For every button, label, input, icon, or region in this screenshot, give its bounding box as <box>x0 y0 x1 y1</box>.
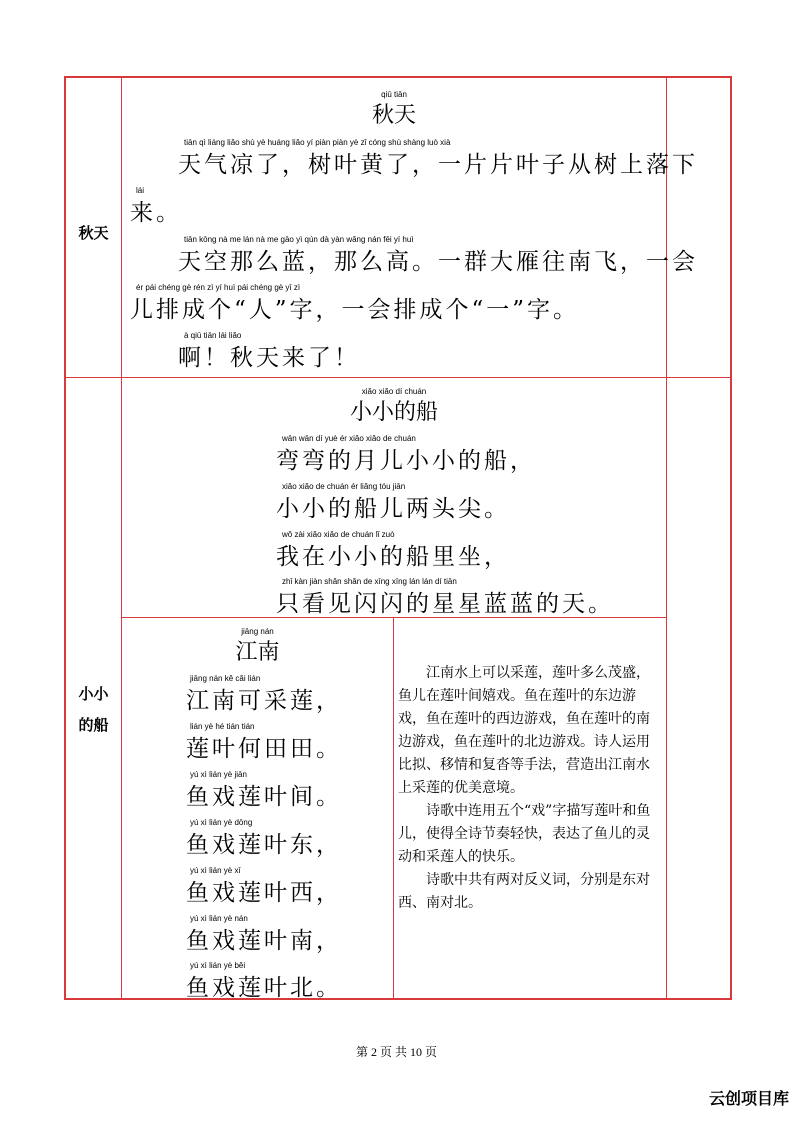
poem-line: 鱼戏莲叶西， <box>186 880 342 906</box>
poem-line: 只看见闪闪的星星蓝蓝的天。 <box>276 591 614 617</box>
line-pinyin: yú xì lián yè xī <box>190 866 241 875</box>
poem-xiaoxiao <box>122 378 666 616</box>
poem-title: 小小的船 <box>349 400 438 425</box>
page-footer: 第 2 页 共 10 页 <box>355 1045 437 1059</box>
line-pinyin: wān wān dí yuè ér xiǎo xiǎo de chuán <box>282 434 416 443</box>
line-pinyin: à qiū tiān lái liǎo <box>184 331 242 340</box>
poem-title-pinyin: jiāng nán <box>241 627 274 636</box>
explanation-block <box>398 662 662 915</box>
line-pinyin: lián yè hé tián tián <box>190 722 255 731</box>
poem-title-pinyin: qiū tiān <box>381 90 407 99</box>
explanation-paragraph: 诗歌中连用五个“戏”字描写莲叶和鱼儿，使得全诗节奏轻快，表达了鱼儿的灵动和采莲人的快乐。 <box>398 803 651 865</box>
row-label-xiaoxiao-line1: 小小 <box>78 685 109 703</box>
watermark-brand: 云创项目库 <box>708 1089 789 1108</box>
poem-line: 鱼戏莲叶间。 <box>186 784 342 810</box>
explanation-paragraph: 江南水上可以采莲，莲叶多么茂盛，鱼儿在莲叶间嬉戏。鱼在莲叶的东边游戏，鱼在莲叶的西边游戏，鱼在莲叶的南边游戏，鱼在莲叶的北边游戏。诗人运用比拟、移情和复沓等手法，营造出江南水上采莲的优美意境。 <box>398 665 650 796</box>
line-pinyin: tiān kōng nà me lán nà me gāo yì qún dà yàn wǎng nán fēi yí huì <box>184 235 414 244</box>
poem-title: 江南 <box>235 640 280 665</box>
poem-line: 天空那么蓝，那么高。一群大雁往南飞，一会 <box>178 249 698 275</box>
line-pinyin: yú xì lián yè běi <box>190 961 246 970</box>
poem-line: 我在小小的船里坐， <box>276 544 510 570</box>
poem-line: 鱼戏莲叶北。 <box>186 975 342 1001</box>
line-pinyin: xiǎo xiǎo de chuán ér liǎng tóu jiān <box>282 482 406 491</box>
poem-line: 小小的船儿两头尖。 <box>276 496 510 522</box>
line-pinyin: zhǐ kàn jiàn shǎn shǎn de xīng xīng lán lán dí tiān <box>282 577 457 586</box>
poem-line: 江南可采莲， <box>186 688 342 714</box>
line-pinyin: yú xì lián yè dōng <box>190 818 253 827</box>
poem-qiutian <box>122 78 698 376</box>
poem-line: 莲叶何田田。 <box>186 736 342 762</box>
line-pinyin: yú xì lián yè nán <box>190 914 248 923</box>
line-pinyin: wǒ zài xiǎo xiǎo de chuán lǐ zuò <box>282 530 395 539</box>
poem-line: 鱼戏莲叶南， <box>186 928 342 954</box>
row-label-qiutian: 秋天 <box>78 224 109 242</box>
line-pinyin: yú xì lián yè jiān <box>190 770 247 779</box>
table-divider-right <box>666 76 667 1000</box>
row-label-xiaoxiao-line2: 的船 <box>78 716 109 734</box>
line-pinyin: tiān qì liáng liǎo shù yè huáng liǎo yí piàn piàn yè zǐ cóng shù shàng luò xià <box>184 138 451 147</box>
line-pinyin: lái <box>136 186 145 195</box>
explanation-paragraph: 诗歌中共有两对反义词，分别是东对西、南对北。 <box>398 872 650 911</box>
poem-title: 秋天 <box>371 103 416 128</box>
poem-line: 儿排成个“人”字，一会排成个“一”字。 <box>130 297 580 323</box>
poem-title-pinyin: xiǎo xiǎo dí chuán <box>361 387 427 396</box>
table-inner-col-divider <box>393 617 394 1000</box>
line-pinyin: ér pái chéng gè rén zì yí huì pái chéng gè yī zì <box>136 283 301 292</box>
poem-line: 天气凉了，树叶黄了，一片片叶子从树上落下 <box>178 152 698 178</box>
poem-line: 弯弯的月儿小小的船， <box>276 448 536 474</box>
poem-jiangnan <box>122 618 393 1000</box>
poem-line: 鱼戏莲叶东， <box>186 832 342 858</box>
line-pinyin: jiāng nán kě cǎi lián <box>190 674 261 683</box>
poem-line: 来。 <box>130 200 182 226</box>
poem-line: 啊！秋天来了！ <box>178 345 360 371</box>
